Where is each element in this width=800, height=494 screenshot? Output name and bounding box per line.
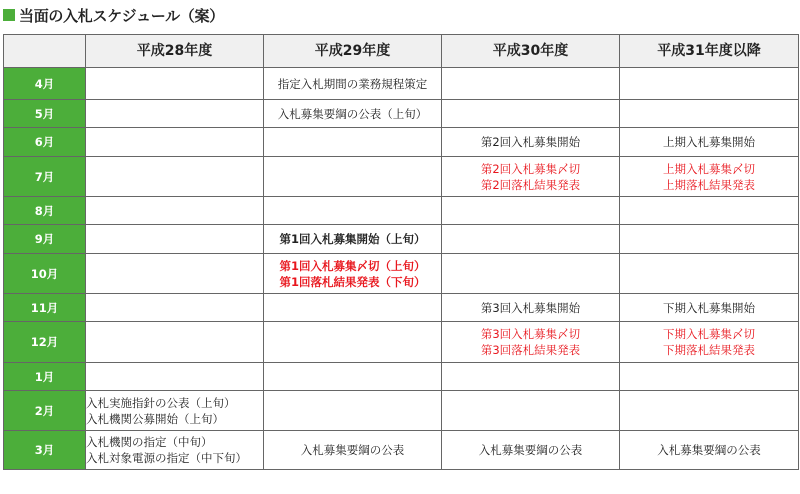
table-row: [4, 128, 799, 157]
schedule-cell: [264, 322, 442, 363]
table-row: [4, 225, 799, 254]
schedule-cell: [86, 225, 264, 254]
corner-cell: [4, 35, 86, 68]
schedule-cell: [264, 294, 442, 322]
deadline-text: 第2回入札募集〆切: [480, 161, 581, 176]
event-text: 上期入札募集開始: [663, 135, 755, 149]
deadline-text: 第1回入札募集〆切（上旬）: [279, 258, 426, 273]
page-title: 当面の入札スケジュール（案）: [19, 6, 224, 25]
month-label: 7月: [4, 157, 86, 197]
title-bar: [3, 3, 224, 27]
table-row: [4, 197, 799, 225]
schedule-cell: [442, 254, 620, 294]
month-label: 2月: [4, 391, 86, 431]
schedule-cell: [442, 157, 620, 197]
schedule-cell: [86, 294, 264, 322]
deadline-text: 第3回落札結果発表: [480, 343, 581, 357]
schedule-cell: [620, 322, 799, 363]
schedule-cell: [264, 100, 442, 128]
month-label: 6月: [4, 128, 86, 157]
month-label: 4月: [4, 68, 86, 100]
table-row: [4, 431, 799, 470]
table-row: [4, 68, 799, 100]
header-row: [4, 35, 799, 68]
schedule-cell: [86, 363, 264, 391]
deadline-text: 第3回入札募集〆切: [480, 327, 581, 341]
event-text: 入札機関の指定（中旬）: [86, 435, 213, 449]
schedule-cell: [86, 254, 264, 294]
schedule-cell: [264, 254, 442, 294]
table-row: [4, 100, 799, 128]
table-row: [4, 157, 799, 197]
schedule-cell: [620, 391, 799, 431]
schedule-cell: [442, 68, 620, 100]
month-label: 11月: [4, 294, 86, 322]
schedule-cell: [264, 391, 442, 431]
event-text: 入札実施指針の公表（上旬）: [86, 395, 236, 410]
month-label: 3月: [4, 431, 86, 470]
schedule-cell: [620, 363, 799, 391]
table-row: [4, 391, 799, 431]
schedule-cell: [620, 68, 799, 100]
schedule-cell: [264, 225, 442, 254]
schedule-cell: [264, 128, 442, 157]
schedule-cell: [442, 128, 620, 157]
event-text: 入札募集要綱の公表（上旬）: [277, 106, 428, 121]
schedule-cell: [86, 431, 264, 470]
schedule-cell: [86, 68, 264, 100]
schedule-cell: [86, 157, 264, 197]
schedule-cell: [264, 68, 442, 100]
schedule-cell: [620, 197, 799, 225]
event-text: 下期入札募集開始: [663, 300, 755, 315]
month-label: 9月: [4, 225, 86, 254]
schedule-cell: [620, 254, 799, 294]
deadline-text: 上期入札募集〆切: [663, 161, 755, 176]
event-text: 第1回入札募集開始（上旬）: [279, 232, 426, 246]
green-square-icon: [3, 9, 15, 21]
schedule-cell: [620, 294, 799, 322]
schedule-cell: [442, 197, 620, 225]
schedule-cell: [264, 363, 442, 391]
schedule-cell: [620, 100, 799, 128]
event-text: 入札対象電源の指定（中下旬）: [86, 451, 247, 465]
month-label: 1月: [4, 363, 86, 391]
schedule-cell: [620, 225, 799, 254]
deadline-text: 上期落札結果発表: [663, 177, 755, 192]
schedule-cell: [620, 431, 799, 470]
event-text: 指定入札期間の業務規程策定: [277, 76, 428, 91]
deadline-text: 下期落札結果発表: [663, 343, 755, 357]
event-text: 入札募集要綱の公表: [300, 443, 405, 457]
column-header-h29: 平成29年度: [264, 35, 442, 68]
schedule-cell: [264, 157, 442, 197]
deadline-text: 第2回落札結果発表: [480, 177, 581, 192]
schedule-cell: [620, 128, 799, 157]
table-row: [4, 254, 799, 294]
deadline-text: 下期入札募集〆切: [663, 327, 755, 341]
month-label: 10月: [4, 254, 86, 294]
event-text: 入札機関公募開始（上旬）: [86, 411, 224, 426]
column-header-h31: 平成31年度以降: [620, 35, 799, 68]
month-label: 12月: [4, 322, 86, 363]
schedule-cell: [86, 128, 264, 157]
schedule-cell: [442, 294, 620, 322]
schedule-cell: [442, 431, 620, 470]
column-header-h30: 平成30年度: [442, 35, 620, 68]
schedule-body: [4, 68, 799, 470]
event-text: 入札募集要綱の公表: [657, 443, 761, 457]
table-row: [4, 294, 799, 322]
schedule-cell: [620, 157, 799, 197]
event-text: 入札募集要綱の公表: [478, 443, 583, 457]
table-row: [4, 363, 799, 391]
event-text: 第3回入札募集開始: [480, 300, 581, 315]
schedule-cell: [442, 225, 620, 254]
schedule-cell: [442, 322, 620, 363]
schedule-cell: [86, 100, 264, 128]
schedule-cell: [86, 197, 264, 225]
column-header-h28: 平成28年度: [86, 35, 264, 68]
month-label: 5月: [4, 100, 86, 128]
schedule-cell: [442, 363, 620, 391]
deadline-text: 第1回落札結果発表（下旬）: [279, 274, 426, 289]
event-text: 第2回入札募集開始: [480, 135, 581, 149]
schedule-cell: [264, 197, 442, 225]
table-row: [4, 322, 799, 363]
schedule-table: [3, 34, 799, 470]
schedule-cell: [442, 391, 620, 431]
month-label: 8月: [4, 197, 86, 225]
schedule-cell: [264, 431, 442, 470]
schedule-cell: [86, 322, 264, 363]
schedule-cell: [86, 391, 264, 431]
schedule-cell: [442, 100, 620, 128]
